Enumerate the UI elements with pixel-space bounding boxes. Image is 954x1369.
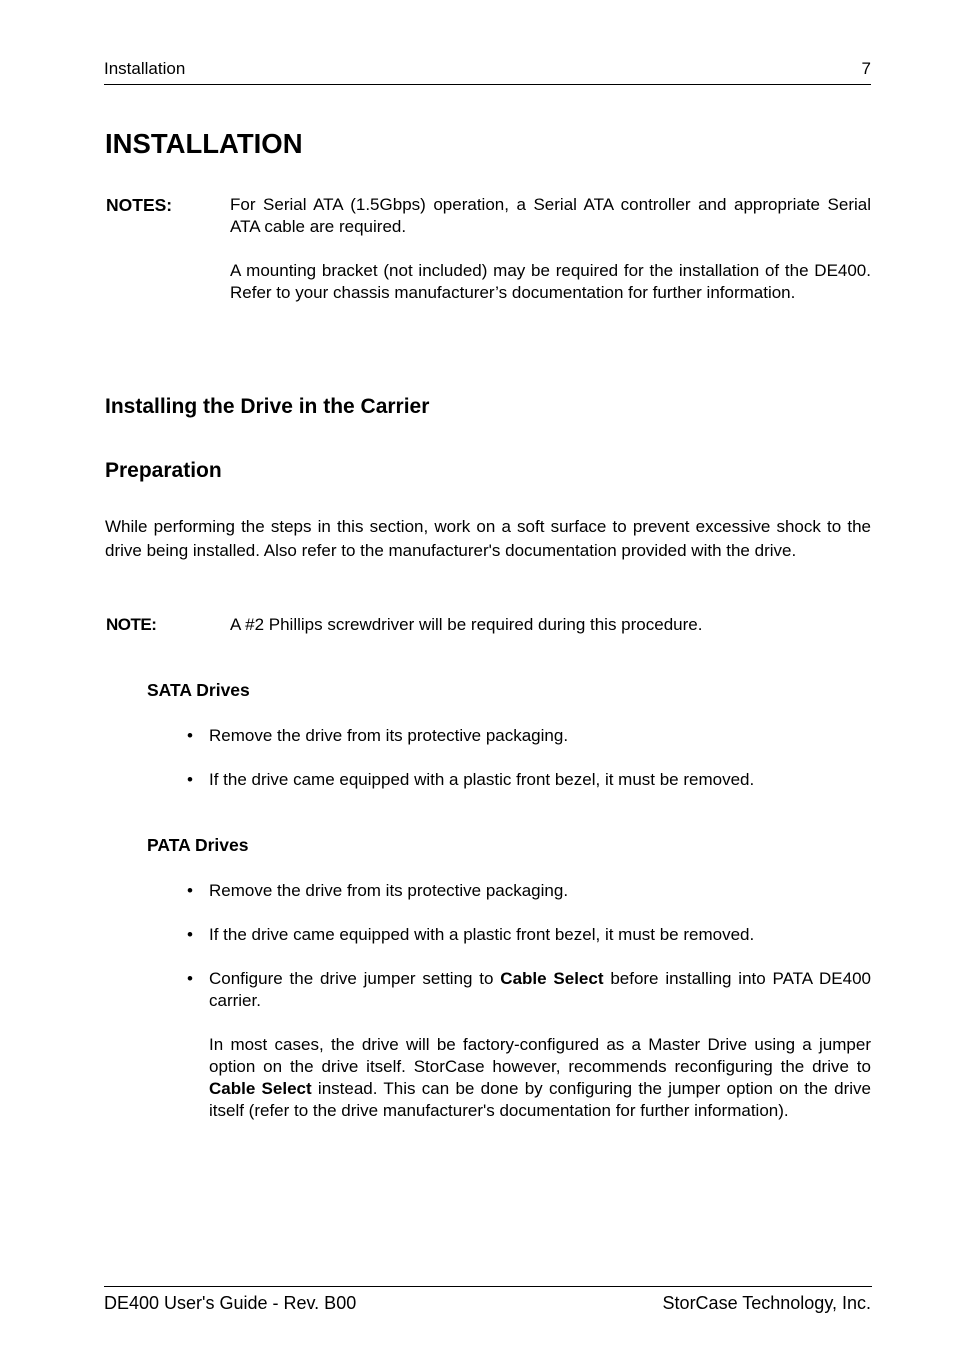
bullet-marker: • <box>187 925 193 944</box>
pata-item-2: If the drive came equipped with a plastic front bezel, it must be removed. <box>209 925 755 944</box>
footer-company: StorCase Technology, Inc. <box>662 1293 871 1313</box>
preparation-intro: While performing the steps in this section, work on a soft surface to prevent excessive shock to the drive being installed. Also refer to the manufacturer's documentation provided with the drive. <box>105 517 871 560</box>
pata-item-1: Remove the drive from its protective packaging. <box>209 881 569 900</box>
pata-paragraph-text-end: instead. This can be done by configuring the jumper option on the drive itself (refer to the drive manufacturer's documentation for further information). <box>209 1079 872 1120</box>
sata-item-2: If the drive came equipped with a plastic front bezel, it must be removed. <box>209 770 755 789</box>
bullet-marker: • <box>187 881 193 900</box>
footer-document-title: DE400 User's Guide - Rev. B00 <box>104 1293 357 1313</box>
pata-item-3-text: Configure the drive jumper setting to <box>209 969 501 988</box>
footer-divider <box>104 1286 872 1287</box>
pata-item-3-text-end: before installing into PATA DE400 carrier. <box>209 969 871 1010</box>
bullet-marker: • <box>187 726 193 745</box>
sata-heading: SATA Drives <box>147 680 250 700</box>
running-header-section: Installation <box>104 59 186 78</box>
note-screwdriver: A #2 Phillips screwdriver will be required during this procedure. <box>230 615 703 634</box>
page-title: INSTALLATION <box>105 128 303 159</box>
header-divider <box>104 84 871 85</box>
notes-label: NOTES: <box>106 195 173 215</box>
section-heading: Installing the Drive in the Carrier <box>105 395 430 418</box>
bullet-marker: • <box>187 969 193 988</box>
cable-select-emphasis: Cable Select <box>209 1079 312 1098</box>
sata-item-1: Remove the drive from its protective packaging. <box>209 726 569 745</box>
bullet-marker: • <box>187 770 193 789</box>
page-number: 7 <box>861 59 871 78</box>
subsection-heading: Preparation <box>105 459 222 482</box>
note-label: NOTE: <box>106 615 157 634</box>
pata-cable-select-paragraph <box>209 1034 871 1122</box>
note-mounting-bracket: A mounting bracket (not included) may be required for the installation of the DE400. Refer to your chassis manufacturer’s documentation for further information. <box>230 261 871 302</box>
pata-paragraph-text: In most cases, the drive will be factory-configured as a Master Drive using a jumper option on the drive itself. StorCase however, recommends reconfiguring the drive to <box>209 1035 871 1076</box>
cable-select-emphasis: Cable Select <box>500 969 604 988</box>
pata-item-3 <box>209 968 871 1012</box>
note-serial-ata: For Serial ATA (1.5Gbps) operation, a Serial ATA controller and appropriate Serial ATA cable are required. <box>230 195 871 236</box>
pata-heading: PATA Drives <box>147 835 249 855</box>
